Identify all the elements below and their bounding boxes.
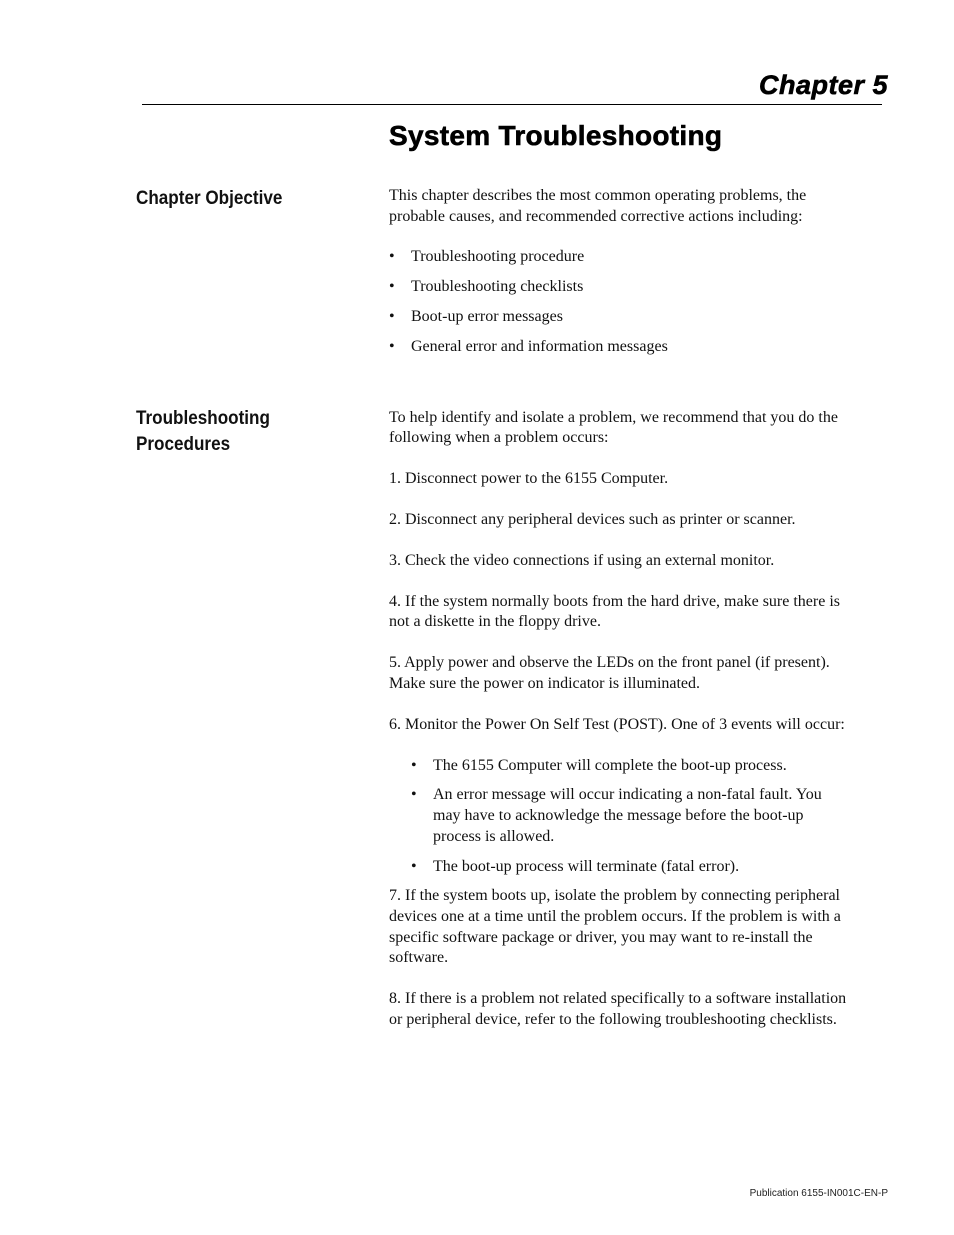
step-5-line-2: Make sure the power on indicator is illuminated. (389, 675, 701, 692)
objective-intro-line-2: probable causes, and recommended corrective actions including: (389, 208, 803, 225)
step-7-line-1: 7. If the system boots up, isolate the problem by connecting peripheral (389, 887, 840, 904)
list-item (389, 337, 889, 358)
step-7-line-2: devices one at a time until the problem occurs. If the problem is with a (389, 908, 841, 925)
list-item (389, 277, 889, 298)
step-6: 6. Monitor the Power On Self Test (POST). One of 3 events will occur: (389, 716, 845, 733)
step-3: 3. Check the video connections if using an external monitor. (389, 552, 775, 569)
list-item-text: The 6155 Computer will complete the boot-up process. (433, 757, 787, 774)
objective-intro-line-1: This chapter describes the most common operating problems, the (389, 187, 807, 204)
list-item-text-line-2: may have to acknowledge the message before the boot-up (433, 807, 804, 824)
step-4-line-2: not a diskette in the floppy drive. (389, 613, 601, 630)
bullet-glyph: • (411, 786, 417, 803)
procedures-intro-line-1: To help identify and isolate a problem, we recommend that you do the (389, 409, 838, 426)
step-5-line-1: 5. Apply power and observe the LEDs on the front panel (if present). (389, 654, 830, 671)
step-2: 2. Disconnect any peripheral devices such as printer or scanner. (389, 511, 796, 528)
bullet-glyph: • (411, 757, 417, 774)
step-8-line-1: 8. If there is a problem not related specifically to a software installation (389, 990, 847, 1007)
page-title: System Troubleshooting (389, 120, 723, 151)
chapter-label: Chapter 5 (758, 70, 888, 100)
list-item-text: The boot-up process will terminate (fatal error). (433, 858, 740, 875)
list-item (411, 785, 891, 847)
list-item (389, 307, 889, 328)
list-item (389, 247, 889, 268)
publication-number: Publication 6155-IN001C-EN-P (749, 1188, 888, 1199)
procedures-intro-line-2: following when a problem occurs: (389, 429, 609, 446)
step-8-line-2: or peripheral device, refer to the following troubleshooting checklists. (389, 1011, 837, 1028)
header-rule (142, 104, 882, 105)
list-item (411, 756, 891, 777)
list-item-text-line-1: An error message will occur indicating a non-fatal fault. You (433, 786, 822, 803)
bullet-glyph: • (389, 278, 395, 295)
step-7-line-3: specific software package or driver, you may want to re-install the (389, 929, 813, 946)
list-item-text: Troubleshooting checklists (411, 278, 584, 295)
section-heading-chapter-objective: Chapter Objective (136, 188, 283, 209)
bullet-glyph: • (389, 338, 395, 355)
list-item-text: Troubleshooting procedure (411, 248, 585, 265)
section-heading-line-1: Troubleshooting (136, 408, 270, 429)
section-heading-troubleshooting-procedures (136, 406, 270, 458)
list-item-text-line-3: process is allowed. (433, 828, 555, 845)
list-item (411, 857, 891, 878)
list-item-text: Boot-up error messages (411, 308, 563, 325)
section-heading-line-2: Procedures (136, 434, 231, 455)
step-1: 1. Disconnect power to the 6155 Computer. (389, 470, 669, 487)
bullet-glyph: • (411, 858, 417, 875)
step-7-line-4: software. (389, 949, 449, 966)
step-4-line-1: 4. If the system normally boots from the hard drive, make sure there is (389, 593, 840, 610)
bullet-glyph: • (389, 248, 395, 265)
bullet-glyph: • (389, 308, 395, 325)
list-item-text: General error and information messages (411, 338, 668, 355)
